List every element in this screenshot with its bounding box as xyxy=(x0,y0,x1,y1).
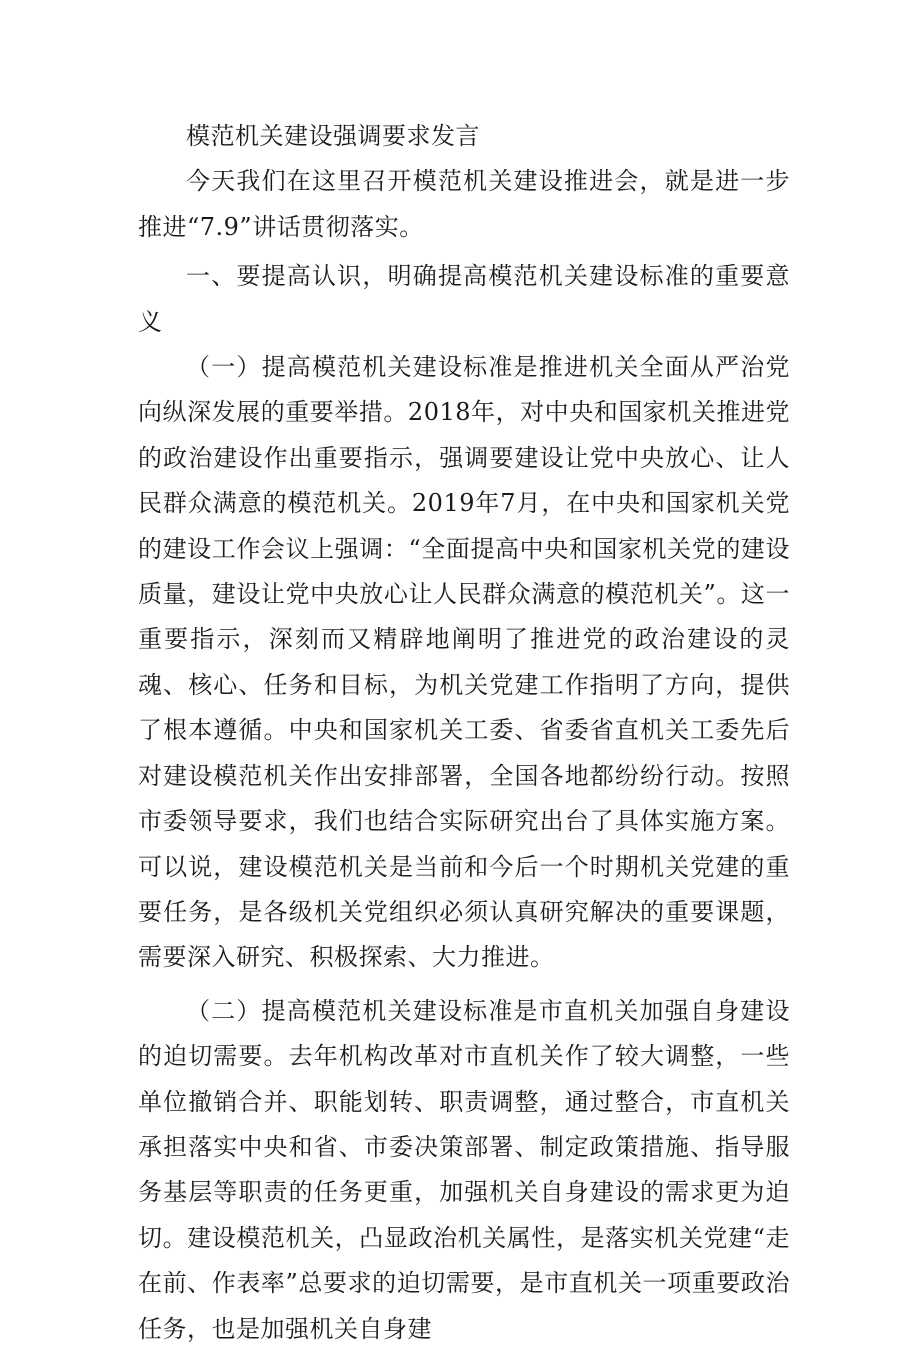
paragraph-1: （一）提高模范机关建设标准是推进机关全面从严治党向纵深发展的重要举措。2018年，对中央和国家机关推进党的政治建设作出重要指示，强调要建设让党中央放心、让人民群众满意的模范机关。2019年7月，在中央和国家机关党的建设工作会议上强调：“全面提高中央和国家机关党的建设质量，建设让党中央放心让人民群众满意的模范机关”。这一重要指示，深刻而又精辟地阐明了推进党的政治建设的灵魂、核心、任务和目标，为机关党建工作指明了方向，提供了根本遵循。中央和国家机关工委、省委省直机关工委先后对建设模范机关作出安排部署，全国各地都纷纷行动。按照市委领导要求，我们也结合实际研究出台了具体实施方案。可以说，建设模范机关是当前和今后一个时期机关党建的重要任务，是各级机关党组织必须认真研究解决的重要课题，需要深入研究、积极探索、大力推进。 xyxy=(138,353,790,972)
intro-paragraph: 今天我们在这里召开模范机关建设推进会，就是进一步推进“7.9”讲话贯彻落实。 xyxy=(138,167,790,241)
document-body xyxy=(138,110,790,1352)
section-heading-1: 一、要提高认识，明确提高模范机关建设标准的重要意义 xyxy=(138,262,790,336)
document-title: 模范机关建设强调要求发言 xyxy=(186,122,480,150)
paragraph-2: （二）提高模范机关建设标准是市直机关加强自身建设的迫切需要。去年机构改革对市直机关作了较大调整，一些单位撤销合并、职能划转、职责调整，通过整合，市直机关承担落实中央和省、市委决策部署、制定政策措施、指导服务基层等职责的任务更重，加强机关自身建设的需求更为迫切。建设模范机关，凸显政治机关属性，是落实机关党建“走在前、作表率”总要求的迫切需要，是市直机关一项重要政治任务，也是加强机关自身建 xyxy=(138,996,790,1343)
